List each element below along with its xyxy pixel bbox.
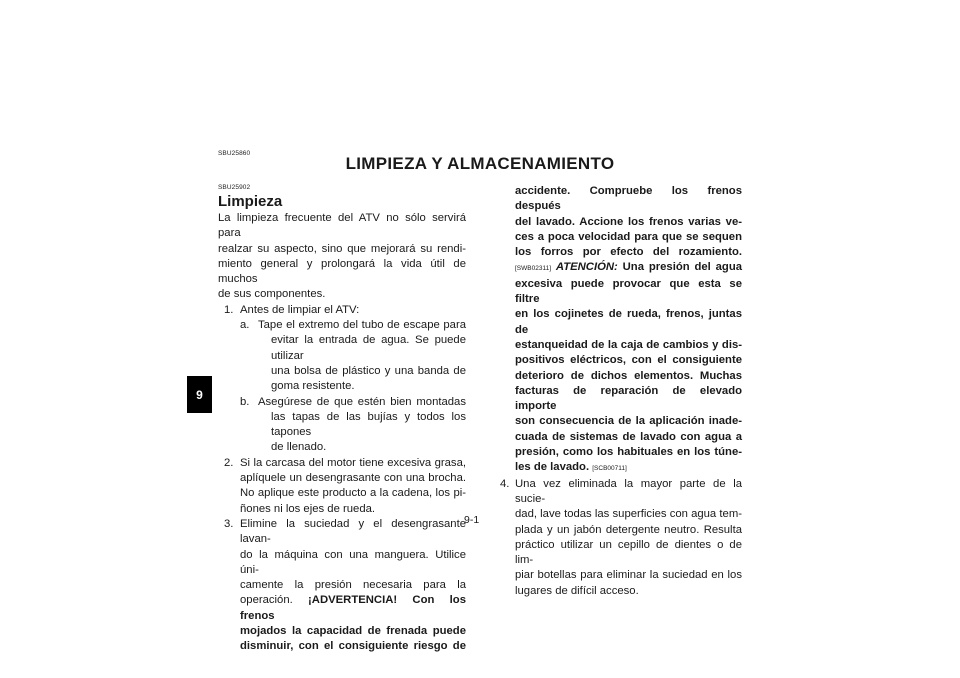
step-1: 1. Antes de limpiar el ATV: a. Tape el extremo del tubo de escape para evitar la entrada de agua. Se puede utilizar una bolsa de plástico y una banda de goma resistente. b. Asegúrese de que estén bien montadas las tapas de las bujías y todos los tapones de llenado. xyxy=(218,303,466,456)
page-title: LIMPIEZA Y ALMACENAMIENTO xyxy=(345,154,615,173)
warning-code: [SWB02311] xyxy=(515,265,552,273)
step-number: 2. xyxy=(224,456,234,469)
section-heading: Limpieza xyxy=(218,193,283,210)
step-number: 1. xyxy=(224,303,234,316)
step-3-continued: accidente. Compruebe los frenos después del lavado. Accione los frenos varias ve- ces a poca velocidad para que se sequen los forros por efecto del rozamiento. [SWB02311] ATENCIÓN: Una presión del agua excesiva puede provocar que esta se filtre en los cojinetes de rueda, frenos, juntas de estanqueidad de la caja de cambios y dis- positivos eléctricos, con el consiguiente deterioro de dichos elementos. Muchas facturas de reparación de elevado importe son consecuencia de la aplicación inade- cuada de sistemas de lavado con agua a presión, como los habituales en los túne- les de lavado. [SCB00711] xyxy=(515,185,743,474)
step-2: 2. Si la carcasa del motor tiene excesiva grasa, aplíquele un desengrasante con una brocha. No aplique este producto a la cadena, los pi- ñones ni los ejes de rueda. xyxy=(224,456,466,515)
attention-label: ATENCIÓN: xyxy=(555,261,618,274)
section-code-top: SBU25860 xyxy=(218,150,251,157)
substep-label: b. xyxy=(240,395,250,408)
chapter-tab: 9 xyxy=(187,376,212,413)
substep-b: b. Asegúrese de que estén bien montadas las tapas de las bujías y todos los tapones de llenado. xyxy=(240,395,466,454)
attention-notice: [SWB02311] ATENCIÓN: Una presión del agua xyxy=(515,261,743,274)
substep-label: a. xyxy=(240,319,250,332)
step-3: 3. Elimine la suciedad y el desengrasante lavan- do la máquina con una manguera. Utilice úni- camente la presión necesaria para la operación. ¡ADVERTENCIA! Con los frenos mojados la capacidad de frenada puede disminuir, con el consiguiente riesgo de xyxy=(224,517,466,653)
section-code: SBU25902 xyxy=(218,184,251,191)
right-column xyxy=(500,184,742,599)
step-4: 4. Una vez eliminada la mayor parte de la sucie- dad, lave todas las superficies con agua tem- plada y un jabón detergente neutro. Resulta práctico utilizar un cepillo de dientes o de lim- piar botellas para eliminar la suciedad en los lugares de difícil acceso. xyxy=(500,477,742,597)
intro-paragraph: La limpieza frecuente del ATV no sólo servirá para realzar su aspecto, sino que mejorará su rendi- miento general y prolongará la vida útil de muchos de sus componentes. xyxy=(218,212,466,301)
page-number: 9-1 xyxy=(464,514,480,526)
step-number: 4. xyxy=(500,477,510,490)
step-number: 3. xyxy=(224,517,234,530)
warning-text: ¡ADVERTENCIA! Con los frenos xyxy=(240,594,466,622)
substep-a: a. Tape el extremo del tubo de escape para evitar la entrada de agua. Se puede utilizar una bolsa de plástico y una banda de goma resistente. xyxy=(240,319,466,393)
caution-code: [SCB00711] xyxy=(592,465,627,473)
left-column xyxy=(218,184,466,655)
